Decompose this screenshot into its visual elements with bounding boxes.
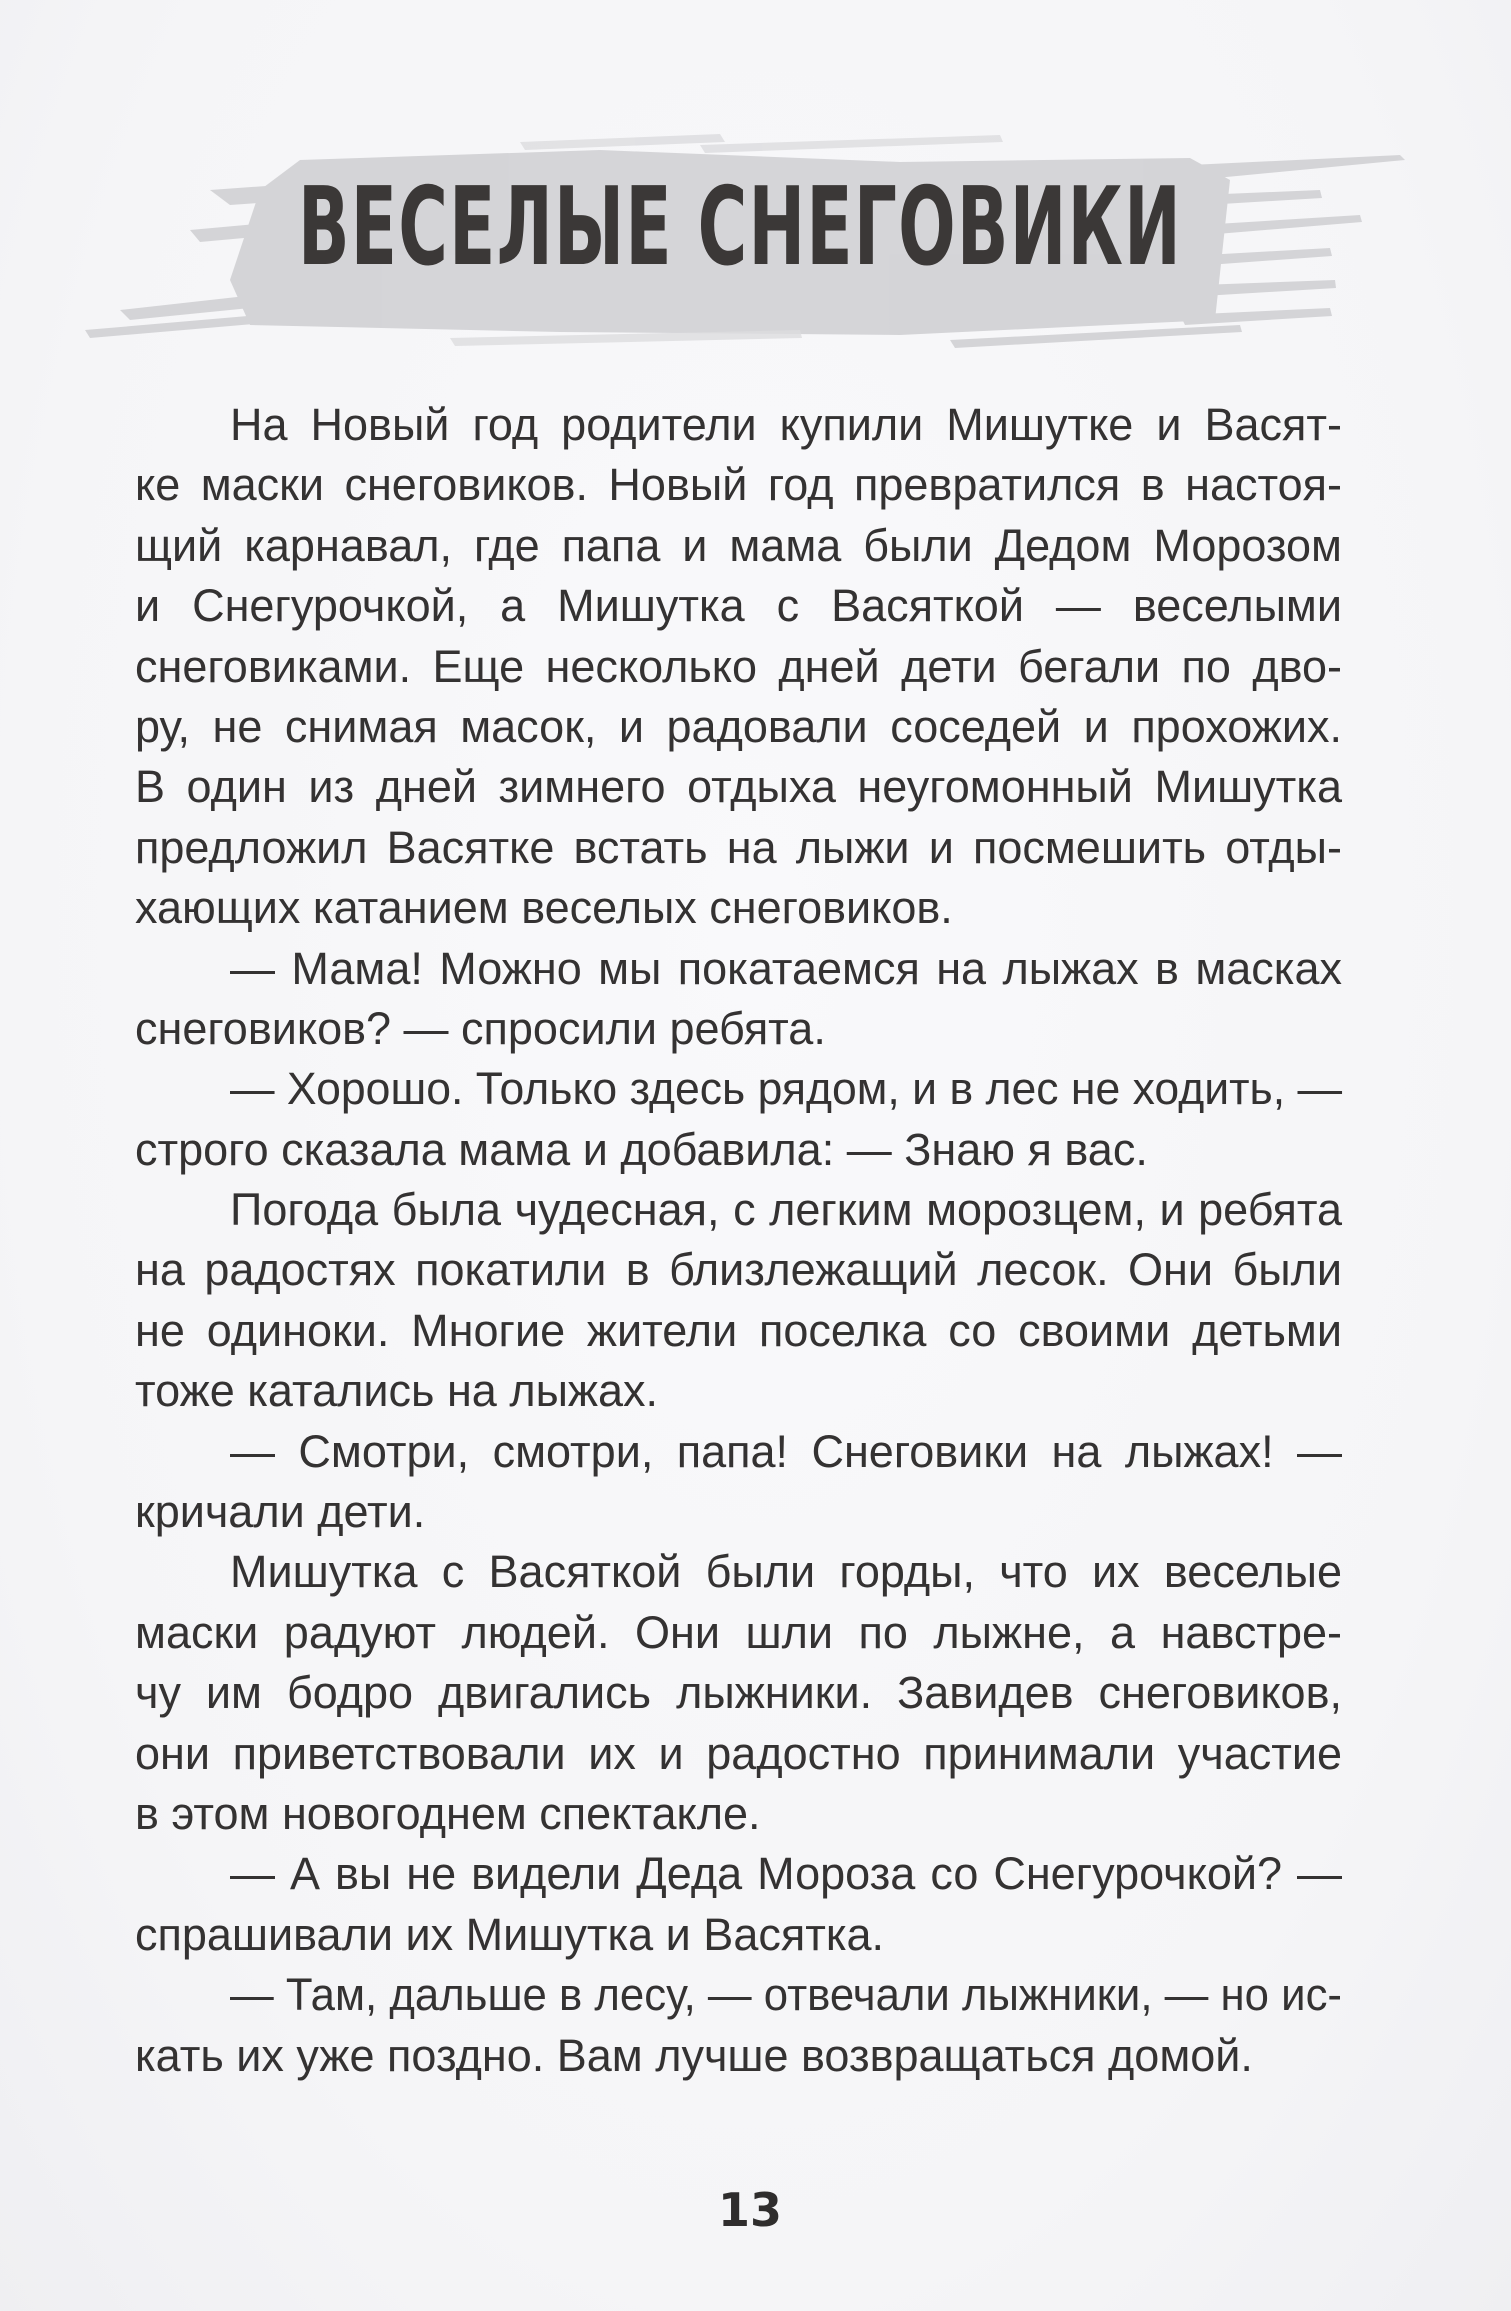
text-line: не одиноки. Многие жители поселка со своими детьми: [135, 1304, 1342, 1356]
text-line-content: — Там, дальше в лесу, — отвечали лыжники, — но ис-: [230, 1969, 1342, 2021]
text-line: в этом новогоднем спектакле.: [135, 1787, 761, 1839]
text-line: маски радуют людей. Они шли по лыжне, а навстре-: [135, 1606, 1342, 1658]
text-line: и Снегурочкой, а Мишутка с Васяткой — веселыми: [135, 580, 1342, 632]
text-line: [135, 1965, 1342, 2025]
text-line: они приветствовали их и радостно принимали участие: [135, 1727, 1342, 1779]
text-line: предложил Васятке встать на лыжи и посмешить отды-: [135, 821, 1342, 873]
text-line: хающих катанием веселых снеговиков.: [135, 882, 953, 934]
text-line: снеговиков? — спросили ребята.: [135, 1002, 826, 1054]
chapter-title-container: [298, 165, 1182, 290]
story-text: [135, 395, 1342, 2086]
text-line: строго сказала мама и добавила: — Знаю я вас.: [135, 1123, 1148, 1175]
text-line: — А вы не видели Деда Мороза со Снегурочкой? —: [230, 1848, 1342, 1900]
text-line: ру, не снимая масок, и радовали соседей и прохожих.: [135, 700, 1342, 752]
text-line: на радостях покатили в близлежащий лесок. Они были: [135, 1244, 1342, 1296]
text-line: кать их уже поздно. Вам лучше возвращаться домой.: [135, 2029, 1253, 2081]
text-line: Мишутка с Васяткой были горды, что их веселые: [230, 1546, 1342, 1598]
text-line: На Новый год родители купили Мишутке и Васят-: [230, 399, 1342, 450]
text-line: щий карнавал, где папа и мама были Дедом Морозом: [135, 519, 1342, 571]
page-number: 13: [717, 2183, 782, 2237]
text-line: В один из дней зимнего отдыха неугомонный Мишутка: [135, 761, 1342, 813]
chapter-title: ВЕСЕЛЫЕ СНЕГОВИКИ: [298, 165, 1182, 290]
text-line: спрашивали их Мишутка и Васятка.: [135, 1908, 885, 1960]
text-line: кричали дети.: [135, 1486, 426, 1538]
text-line: снеговиками. Еще несколько дней дети бегали по дво-: [135, 640, 1342, 692]
text-line: Погода была чудесная, с легким морозцем, и ребята: [230, 1184, 1342, 1236]
text-line: ке маски снеговиков. Новый год превратился в настоя-: [135, 459, 1342, 511]
text-line: — Мама! Можно мы покатаемся на лыжах в масках: [230, 942, 1342, 994]
text-line: [135, 1059, 1342, 1119]
text-line: тоже катались на лыжах.: [135, 1365, 659, 1417]
text-line: чу им бодро двигались лыжники. Завидев снеговиков,: [135, 1667, 1342, 1719]
text-line-content: — Хорошо. Только здесь рядом, и в лес не ходить, —: [230, 1063, 1342, 1115]
text-line: — Смотри, смотри, папа! Снеговики на лыжах! —: [230, 1425, 1342, 1477]
